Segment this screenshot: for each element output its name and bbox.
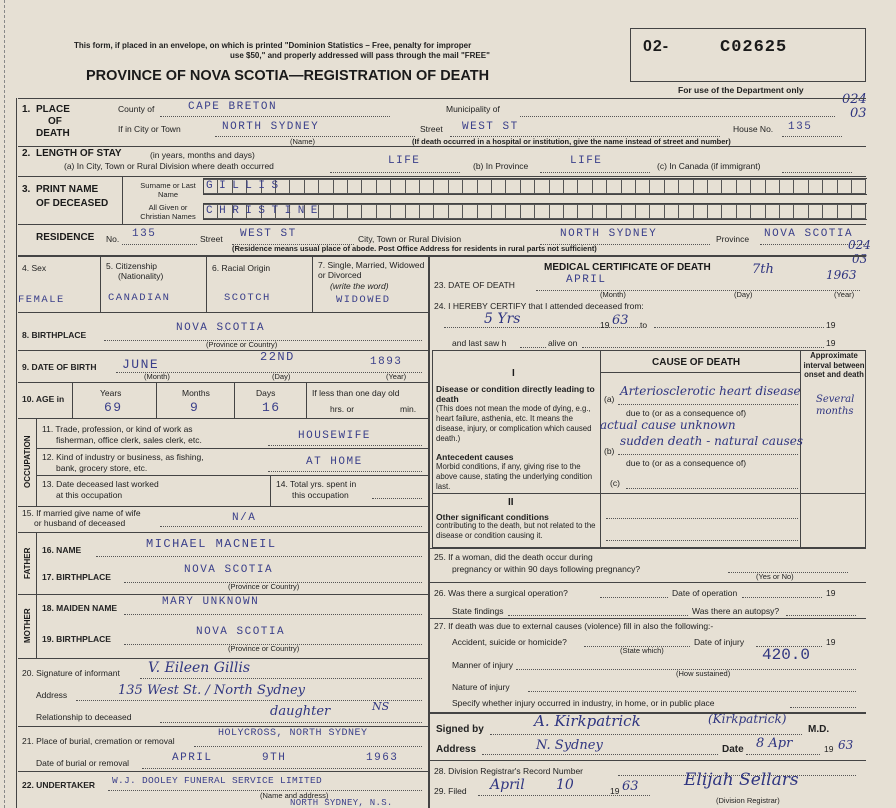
industry-value: AT HOME [306,456,363,468]
county-value: CAPE BRETON [188,101,278,113]
letter-cell [823,179,837,194]
registration-number: C02625 [720,38,788,57]
spouse-label-b: or husband of deceased [34,518,126,528]
sex-label: 4. Sex [22,263,47,273]
citizenship-label: 5. Citizenship [106,261,158,271]
letter-cell [694,204,708,219]
age-hrs: hrs. or [330,404,355,414]
dob-year: 1893 [370,356,403,368]
disease-note: (This does not mean the mode of dying, e.g., heart failure, asthenia, etc. It means the disease, injury, or complication which caused death.) [436,404,592,443]
letter-cell [780,179,794,194]
cause-a: Arteriosclerotic heart disease [620,384,801,398]
mother-birthplace-label: 19. BIRTHPLACE [42,634,111,644]
letter-cell [377,179,391,194]
letter-cell [463,204,477,219]
stay-c-label: (c) In Canada (if immigrant) [657,161,761,171]
age-months-label: Months [182,388,210,398]
residence-no-label: No. [106,234,120,244]
death-day: 7th [752,262,774,277]
form-title: PROVINCE OF NOVA SCOTIA—REGISTRATION OF DEATH [86,68,490,84]
letter-cell [362,179,376,194]
letter-cell [809,179,823,194]
interval-header: Approximate interval between onset and death [803,351,865,379]
letter-cell [391,204,405,219]
physician-date-year: 63 [838,738,854,752]
letter-cell [809,204,823,219]
letter-cell [852,179,866,194]
letter-cell [636,204,650,219]
birthplace-caption: (Province or Country) [206,340,278,349]
occ-13-label-b: at this occupation [56,490,123,500]
letter-cell [391,179,405,194]
burial-month: APRIL [172,752,213,764]
informant-addr-label: Address [36,690,68,700]
letter-cell [463,179,477,194]
letter-cell [737,179,751,194]
dob-day-caption: (Day) [272,372,291,381]
stay-a-label: (a) In City, Town or Rural Division where death occurred [64,161,274,171]
letter-cell [550,204,564,219]
physician-address: N. Sydney [536,738,603,753]
department-code-2: 03 [850,106,867,121]
city-label: If in City or Town [118,124,181,134]
department-code-1: 024 [842,92,867,107]
record-number-label: 28. Division Registrar's Record Number [434,766,584,776]
physician-date-label: Date [722,744,744,755]
letter-cell [434,204,448,219]
filed-label: 29. Filed [434,786,467,796]
spouse-label: 15. If married give name of wife [22,508,141,518]
due-to-b: due to (or as a consequence of) [626,458,747,468]
external-label: 27. If death was due to external causes (violence) fill in also the following:- [434,621,714,631]
letter-cell [492,179,506,194]
item-number: 2. [22,148,31,159]
given-label: All Given or Christian Names [140,203,196,221]
occ-14-label: 14. Total yrs. spent in [276,479,357,489]
due-to-a: due to (or as a consequence of) [626,408,747,418]
year-prefix-2: 19 [826,320,836,330]
year-prefix-4: 19 [826,588,836,598]
racial-value: SCOTCH [224,292,271,304]
letter-cell [478,204,492,219]
letter-cell [593,179,607,194]
marital-sub: (write the word) [330,281,389,291]
burial-place: HOLYCROSS, NORTH SYDNEY [218,728,368,739]
residence-province: NOVA SCOTIA [764,228,854,240]
letter-cell [478,179,492,194]
other-conditions-label: Other significant conditions [436,512,549,522]
birthplace-value: NOVA SCOTIA [176,322,266,334]
letter-cell [766,204,780,219]
municipality-label: Municipality of [446,104,500,114]
letter-cell [521,179,535,194]
letter-cell [535,179,549,194]
informant-sig-label: 20. Signature of informant [22,668,120,678]
letter-cell [780,204,794,219]
occ-12-label-b: bank, grocery store, etc. [56,463,148,473]
occupation-value: HOUSEWIFE [298,430,371,442]
occ-12-label: 12. Kind of industry or business, as fishing, [42,452,204,462]
alive-label: alive on [548,338,578,348]
name-label: PRINT NAME [36,184,99,195]
death-month: APRIL [566,274,607,286]
antecedent-note: Morbid conditions, if any, giving rise to the above cause, stating the underlying condition last. [436,462,593,491]
physician-signature: A. Kirkpatrick [534,712,641,730]
occ-13-label: 13. Date deceased last worked [42,479,159,489]
informant-rel-extra: NS [372,700,390,713]
attended-from-year: 63 [612,313,629,328]
medical-title: MEDICAL CERTIFICATE OF DEATH [544,262,711,273]
nature-label: Nature of injury [452,682,510,692]
findings-label: State findings [452,606,504,616]
letter-cell [636,179,650,194]
residence-street-label: Street [200,234,223,244]
residence-city-label: City, Town or Rural Division [358,234,462,244]
street-label: Street [420,124,443,134]
letter-cell [665,204,679,219]
stay-b-value: LIFE [570,155,603,167]
death-year: 1963 [826,268,857,282]
county-label: County of [118,104,155,114]
residence-street: WEST ST [240,228,297,240]
age-label: 10. AGE in [22,394,65,404]
cause-b-mark: (b) [604,446,615,456]
dob-day: 22ND [260,350,295,364]
letter-cell [406,204,420,219]
letter-cell [607,204,621,219]
letter-cell [377,204,391,219]
letter-cell [305,179,319,194]
father-birthplace-label: 17. BIRTHPLACE [42,572,111,582]
age-less-label: If less than one day old [312,388,400,398]
marital-label: 7. Single, Married, Widowed or Divorced [318,260,425,280]
burial-day: 9TH [262,752,287,764]
stay-a-value: LIFE [388,155,421,167]
yes-no-caption: (Yes or No) [756,572,794,581]
letter-cell [650,179,664,194]
residence-no: 135 [132,228,157,240]
letter-cell [550,179,564,194]
undertaker-address: NORTH SYDNEY, N.S. [290,798,393,808]
operation-date-label: Date of operation [672,588,738,598]
dob-year-caption: (Year) [386,372,407,381]
letter-cell [535,204,549,219]
sex-value: FEMALE [18,294,65,306]
item-number: 1. [22,104,31,115]
letter-cell [434,179,448,194]
mailing-notice-line2: use $50," and properly addressed will pass through the mail "FREE" [230,51,490,60]
father-name-label: 16. NAME [42,545,82,555]
residence-note: (Residence means usual place of abode. Post Office Address for residents in rural parts not sufficient) [232,244,597,253]
letter-cell [578,204,592,219]
md-label: M.D. [808,724,830,735]
place-label-of: OF [48,116,62,127]
signed-label: Signed by [436,724,484,735]
how-caption: (How sustained) [676,669,731,678]
mother-name-label: 18. MAIDEN NAME [42,603,118,613]
dob-label: 9. DATE OF BIRTH [22,362,97,372]
undertaker-value: W.J. DOOLEY FUNERAL SERVICE LIMITED [112,775,323,786]
father-bp-caption: (Province or Country) [228,582,300,591]
age-min: min. [400,404,417,414]
occupation-side-label: OCCUPATION [23,435,32,489]
department-code-1b: 024 [848,238,871,252]
letter-cell [838,204,852,219]
last-saw-label: and last saw h [452,338,507,348]
father-side-label: FATHER [23,547,32,579]
letter-cell [420,204,434,219]
letter-cell [794,179,808,194]
certify-label: 24. I HEREBY CERTIFY that I attended deceased from: [434,301,644,311]
antecedent-label: Antecedent causes [436,452,514,462]
letter-cell [737,204,751,219]
cause-a-mark: (a) [604,394,615,404]
surname-grid [203,178,867,195]
to-label: to [640,320,648,330]
house-label: House No. [733,124,774,134]
physician-address-label: Address [436,744,477,755]
state-which-caption: (State which) [620,646,664,655]
letter-cell [766,179,780,194]
house-value: 135 [788,121,813,133]
informant-relationship: daughter [270,704,331,719]
letter-cell [593,204,607,219]
registration-prefix: 02- [643,38,670,55]
letter-cell [362,204,376,219]
letter-cell [751,204,765,219]
residence-city: NORTH SYDNEY [560,228,658,240]
death-month-caption: (Month) [600,290,626,299]
dob-month-caption: (Month) [144,372,170,381]
institution-note: (If death occurred in a hospital or institution, give the name instead of street and number) [412,137,731,146]
department-code-2b: 03 [852,252,868,266]
place-label: PLACE [36,104,70,115]
letter-cell [449,204,463,219]
name-caption: (Name) [290,137,316,146]
letter-cell [722,204,736,219]
letter-cell [492,204,506,219]
occ-14-label-b: this occupation [292,490,349,500]
attended-from: 5 Yrs [484,311,521,327]
manner-label: Manner of injury [452,660,513,670]
informant-signature: V. Eileen Gillis [148,660,251,676]
letter-cell [564,179,578,194]
department-use-label: For use of the Department only [678,85,804,95]
year-prefix: 19 [600,320,610,330]
mother-side-label: MOTHER [23,608,32,644]
letter-cell [578,179,592,194]
stay-sub: (in years, months and days) [150,150,255,160]
letter-cell [607,179,621,194]
informant-rel-label: Relationship to deceased [36,712,132,722]
father-birthplace: NOVA SCOTIA [184,564,274,576]
letter-cell [679,179,693,194]
cause-a-interval: Several months [816,394,855,417]
letter-cell [823,204,837,219]
operation-label: 26. Was there a surgical operation? [434,588,568,598]
letter-cell [348,179,362,194]
letter-cell [852,204,866,219]
letter-cell [708,204,722,219]
letter-cell [679,204,693,219]
residence-province-label: Province [716,234,750,244]
physician-date: 8 Apr [756,736,793,751]
letter-cell [722,179,736,194]
letter-cell [838,179,852,194]
cause-a-extra: actual cause unknown [600,418,736,432]
age-days-label: Days [256,388,276,398]
part-one: I [512,368,515,379]
filed-month: April [490,777,525,793]
filed-year: 63 [622,779,639,794]
burial-label: 21. Place of burial, cremation or removal [22,736,175,746]
undertaker-caption: (Name and address) [260,791,329,800]
marital-value: WIDOWED [336,294,391,306]
year-prefix-3: 19 [826,338,836,348]
letter-cell [334,179,348,194]
item-number: 3. [22,184,31,195]
mother-name: MARY UNKNOWN [162,596,260,608]
letter-cell [708,179,722,194]
letter-cell [334,204,348,219]
letter-cell [348,204,362,219]
age-years-label: Years [100,388,122,398]
death-day-caption: (Day) [734,290,753,299]
death-year-caption: (Year) [834,290,855,299]
letter-cell [290,179,304,194]
undertaker-label: 22. UNDERTAKER [22,780,96,790]
letter-cell [319,179,333,194]
city-value: NORTH SYDNEY [222,121,320,133]
occ-11-label-b: fisherman, office clerk, sales clerk, etc. [56,435,202,445]
letter-cell [506,179,520,194]
accident-label: Accident, suicide or homicide? [452,637,567,647]
letter-cell [420,179,434,194]
mailing-notice-line1: This form, if placed in an envelope, on which is printed "Dominion Statistics – Free, penalty for improper [74,41,472,50]
mother-birthplace: NOVA SCOTIA [196,626,286,638]
surname-label: Surname or Last Name [140,181,196,199]
residence-label: RESIDENCE [36,232,95,243]
letter-cell [521,204,535,219]
cause-code: 420.0 [762,646,811,664]
given-value: CHRISTINE [206,205,324,217]
letter-cell [694,179,708,194]
stay-label: LENGTH OF STAY [36,148,122,159]
occ-11-label: 11. Trade, profession, or kind of work as [42,424,193,434]
part-two: II [508,497,514,508]
age-days: 16 [262,400,281,415]
letter-cell [751,179,765,194]
informant-address: 135 West St. / North Sydney [118,683,306,698]
cause-c-mark: (c) [610,478,620,488]
registrar-signature: Elijah Sellars [684,770,799,790]
letter-cell [406,179,420,194]
surname-value: GILLIS [206,180,285,192]
citizenship-value: CANADIAN [108,292,171,304]
letter-cell [622,204,636,219]
name-label-2: OF DECEASED [36,198,109,209]
pregnancy-label-b: pregnancy or within 90 days following pregnancy? [452,564,641,574]
mother-bp-caption: (Province or Country) [228,644,300,653]
dob-month: JUNE [122,357,160,372]
cause-title: CAUSE OF DEATH [652,357,741,368]
place-label-death: DEATH [36,128,70,139]
injury-date-label: Date of injury [694,637,745,647]
racial-label: 6. Racial Origin [212,263,271,273]
other-conditions-note: contributing to the death, but not related to the disease or condition causing it. [436,521,596,540]
disease-label: Disease or condition directly leading to death [436,384,595,404]
birthplace-label: 8. BIRTHPLACE [22,330,87,340]
burial-year: 1963 [366,752,399,764]
year-prefix-6: 19 [824,744,834,754]
father-name: MICHAEL MACNEIL [146,537,277,551]
letter-cell [650,204,664,219]
age-months: 9 [190,400,200,415]
burial-date-label: Date of burial or removal [36,758,130,768]
cause-b: sudden death - natural causes [620,434,804,448]
letter-cell [794,204,808,219]
letter-cell [564,204,578,219]
specify-label: Specify whether injury occurred in industry, in home, or in public place [452,698,715,708]
physician-name: (Kirkpatrick) [708,712,787,726]
registrar-caption: (Division Registrar) [716,796,780,805]
letter-cell [622,179,636,194]
filed-day: 10 [556,777,574,793]
year-prefix-5: 19 [826,637,836,647]
spouse-value: N/A [232,512,257,524]
letter-cell [506,204,520,219]
citizenship-sub: (Nationality) [118,271,164,281]
stay-b-label: (b) In Province [473,161,529,171]
year-prefix-7: 19 [610,786,620,796]
death-date-label: 23. DATE OF DEATH [434,280,515,290]
age-years: 69 [104,400,123,415]
letter-cell [449,179,463,194]
pregnancy-label: 25. If a woman, did the death occur during [434,552,593,562]
street-value: WEST ST [462,121,519,133]
autopsy-label: Was there an autopsy? [692,606,780,616]
letter-cell [665,179,679,194]
